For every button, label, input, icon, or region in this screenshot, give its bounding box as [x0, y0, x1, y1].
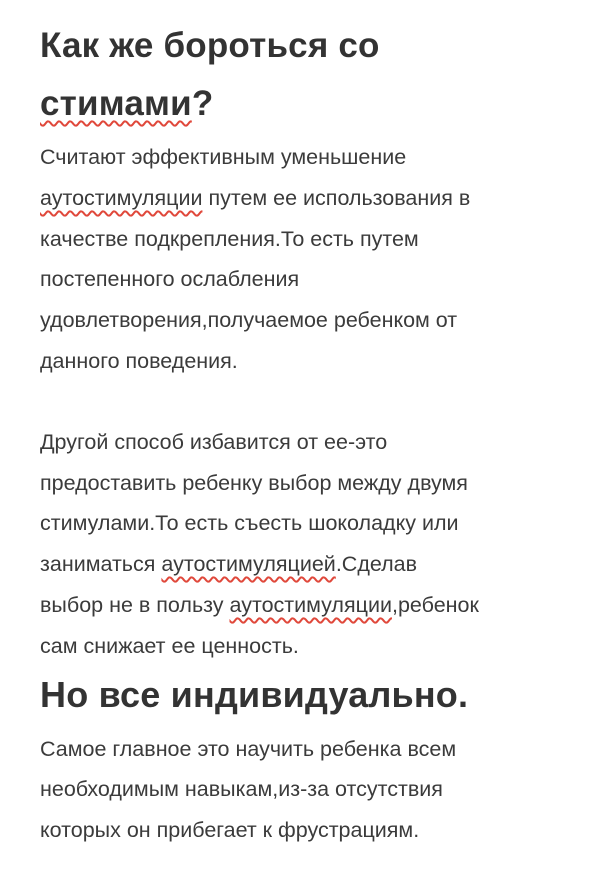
line: путем ее использования в [202, 185, 471, 210]
line: Другой способ избавится от ее-это [40, 429, 388, 454]
line: данного поведения. [40, 348, 238, 373]
paragraph-1 [40, 137, 580, 382]
line: которых он прибегает к фрустрациям. [40, 818, 420, 843]
spellcheck-word[interactable]: аутостимуляции [40, 185, 203, 210]
line: постепенного ослабления [40, 267, 300, 292]
paragraph-2 [40, 422, 580, 667]
spellcheck-word[interactable]: стимами [40, 84, 192, 123]
heading-how-to-fight-stims [40, 0, 580, 133]
line: необходимым навыкам,из-за отсутствия [40, 777, 443, 802]
spellcheck-word[interactable]: аутостимуляции [229, 592, 392, 617]
heading-individual: Но все индивидуально. [40, 673, 469, 715]
heading-question-mark: ? [191, 84, 214, 123]
line: ,ребенок [391, 592, 479, 617]
line: стимулами.То есть съесть шоколадку или [40, 511, 459, 536]
line: выбор не в пользу [40, 592, 230, 617]
article [40, 0, 580, 851]
spellcheck-word[interactable]: аутостимуляцией [161, 552, 336, 577]
line: качестве подкрепления.То есть путем [40, 226, 419, 251]
line: Самое главное это научить ребенка всем [40, 736, 457, 761]
line: .Сделав [335, 552, 418, 577]
line: Считают эффективным уменьшение [40, 145, 407, 169]
paragraph-3 [40, 729, 580, 851]
heading-line-1: Как же бороться со [40, 26, 380, 65]
line: заниматься [40, 552, 162, 577]
line: удовлетворения,получаемое ребенком от [40, 308, 458, 333]
line: сам снижает ее ценность. [40, 633, 299, 658]
line: предоставить ребенку выбор между двумя [40, 470, 468, 495]
